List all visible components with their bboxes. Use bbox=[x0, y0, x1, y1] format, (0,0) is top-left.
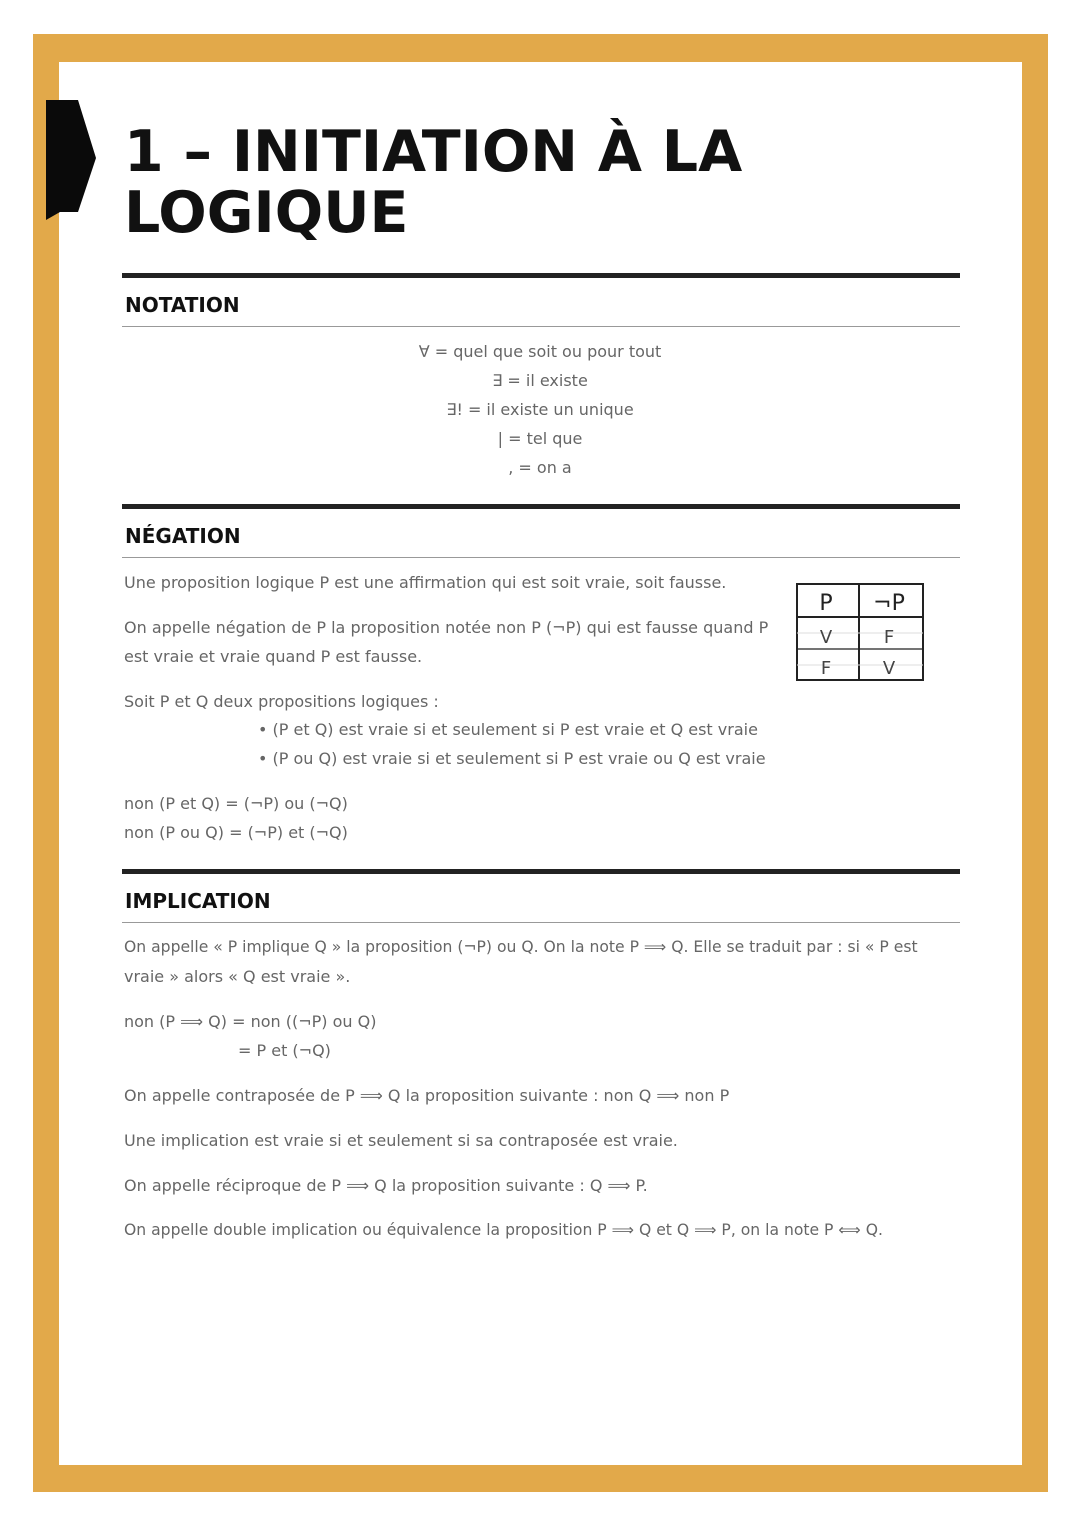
notation-section-header bbox=[122, 273, 960, 327]
truth-table-cell: V bbox=[882, 658, 896, 679]
section-rule-thin bbox=[122, 326, 960, 327]
negation-paragraph-3: Soit P et Q deux propositions logiques : bbox=[124, 692, 439, 711]
negation-paragraph-2b: est vraie et vraie quand P est fausse. bbox=[124, 647, 423, 666]
notation-exists-unique: ∃! = il existe un unique bbox=[446, 400, 634, 419]
contrapositive-paragraph: On appelle contraposée de P ⟹ Q la proposition suivante : non Q ⟹ non P bbox=[124, 1086, 730, 1105]
notation-we-have: , = on a bbox=[508, 458, 572, 477]
section-heading: NÉGATION bbox=[125, 524, 241, 548]
implication-negation-eq-1: non (P ⟹ Q) = non ((¬P) ou Q) bbox=[124, 1012, 377, 1031]
negation-paragraph-1: Une proposition logique P est une affirmation qui est soit vraie, soit fausse. bbox=[124, 573, 727, 592]
notation-exists: ∃ = il existe bbox=[492, 371, 588, 390]
truth-table-cell: F bbox=[883, 627, 895, 648]
section-heading: IMPLICATION bbox=[125, 889, 271, 913]
implication-paragraph-1b: vraie » alors « Q est vraie ». bbox=[124, 967, 351, 986]
truth-table-header-not-p: ¬P bbox=[873, 591, 905, 616]
section-heading: NOTATION bbox=[125, 293, 240, 317]
morgan-law-1: non (P et Q) = (¬P) ou (¬Q) bbox=[124, 794, 348, 813]
implication-negation-eq-2: = P et (¬Q) bbox=[238, 1041, 331, 1060]
implication-paragraph-1a: On appelle « P implique Q » la proposition (¬P) ou Q. On la note P ⟹ Q. Elle se traduit par : si « P est bbox=[124, 938, 918, 956]
contrapositive-truth-paragraph: Une implication est vraie si et seulement si sa contraposée est vraie. bbox=[124, 1131, 678, 1150]
title-line-1: 1 – INITIATION À LA bbox=[124, 119, 743, 185]
notation-such-that: | = tel que bbox=[497, 429, 583, 448]
truth-table bbox=[796, 583, 926, 683]
section-rule-thin bbox=[122, 557, 960, 558]
truth-table-cell: V bbox=[819, 627, 833, 648]
negation-paragraph-2a: On appelle négation de P la proposition notée non P (¬P) qui est fausse quand P bbox=[124, 618, 769, 637]
converse-paragraph: On appelle réciproque de P ⟹ Q la proposition suivante : Q ⟹ P. bbox=[124, 1176, 648, 1195]
implication-section-header bbox=[122, 869, 960, 923]
morgan-law-2: non (P ou Q) = (¬P) et (¬Q) bbox=[124, 823, 348, 842]
negation-section-header bbox=[122, 504, 960, 558]
truth-table-cell: F bbox=[820, 658, 832, 679]
chapter-marker-icon bbox=[46, 100, 98, 222]
notation-forall: ∀ = quel que soit ou pour tout bbox=[418, 342, 662, 361]
section-rule-thin bbox=[122, 922, 960, 923]
negation-bullet-1: • (P et Q) est vraie si et seulement si P est vraie et Q est vraie bbox=[258, 720, 758, 739]
page-title bbox=[124, 119, 743, 246]
equivalence-paragraph: On appelle double implication ou équivalence la proposition P ⟹ Q et Q ⟹ P, on la note P ⟺ Q. bbox=[124, 1221, 883, 1239]
title-line-2: LOGIQUE bbox=[124, 180, 409, 246]
truth-table-header-p: P bbox=[819, 591, 833, 616]
negation-bullet-2: • (P ou Q) est vraie si et seulement si P est vraie ou Q est vraie bbox=[258, 749, 766, 768]
